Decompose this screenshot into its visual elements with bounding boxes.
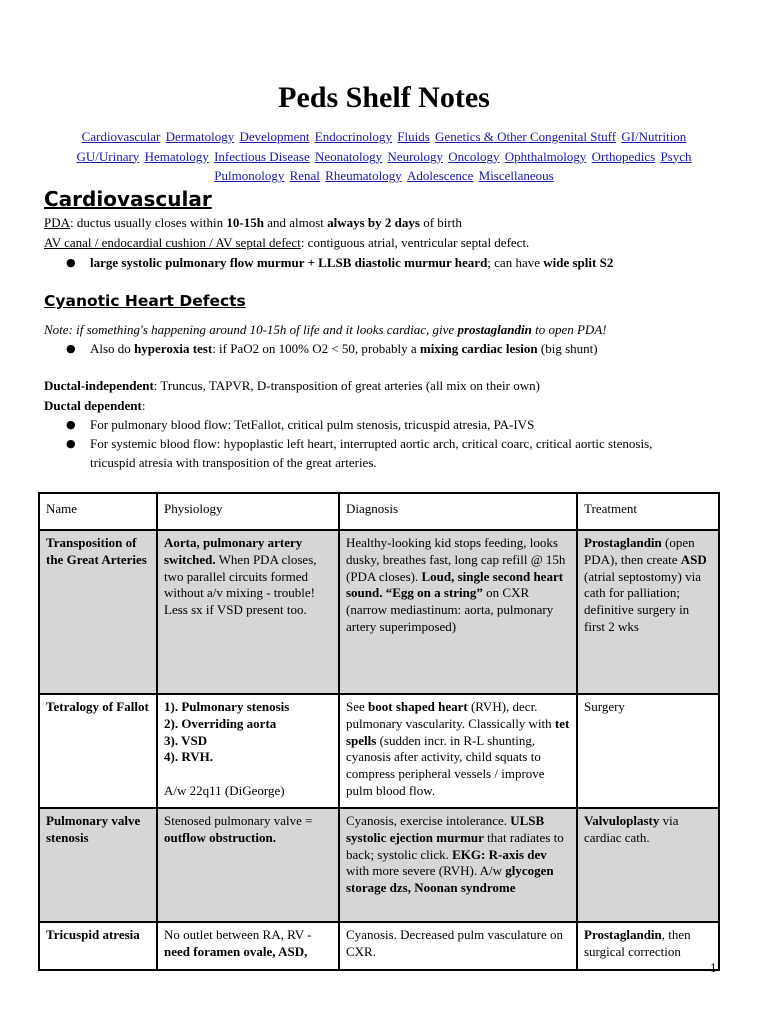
toc-link-gi-nutrition[interactable]: GI/Nutrition — [621, 129, 687, 144]
table-row — [39, 922, 719, 970]
treat-bold-2: ASD — [680, 551, 707, 567]
toc-link-ophthalmology[interactable]: Ophthalmology — [504, 148, 587, 164]
treat-bold: Prostaglandin — [584, 927, 662, 942]
phys-text: Stenosed pulmonary valve = — [164, 813, 313, 828]
cell-diagnosis: Cyanosis. Decreased pulm vasculature on CXR. — [339, 922, 577, 970]
diag-bold-2: EKG: R-axis dev — [452, 846, 547, 862]
toc-link-cardiovascular[interactable]: Cardiovascular — [81, 129, 161, 144]
toc-link-neurology[interactable]: Neurology — [387, 148, 444, 164]
cell-diagnosis — [339, 530, 577, 694]
page-number: 1 — [710, 960, 717, 975]
diag-bold-1: ULSB systolic ejection murmur — [346, 813, 545, 845]
table-row — [39, 694, 719, 808]
pda-text-1: : ductus usually closes within — [70, 215, 227, 230]
treat-text-1: (open PDA), then create — [584, 535, 695, 567]
header-physiology: Physiology — [157, 493, 339, 530]
pda-bold-2: always by 2 days — [327, 215, 420, 230]
header-treatment: Treatment — [577, 493, 719, 530]
phys-text: When PDA closes, two parallel circuits formed without a/v mixing - trouble! Less sx if VSD present too. — [164, 551, 317, 618]
phys-line-1: 1). Pulmonary stenosis — [164, 699, 290, 714]
toc-link-hematology[interactable]: Hematology — [144, 148, 209, 164]
page-title: Peds Shelf Notes — [278, 81, 490, 114]
pda-text-2: and almost — [263, 215, 328, 230]
cell-physiology — [157, 694, 339, 808]
avcanal-bullet-text: ; can have — [487, 255, 544, 270]
toc-link-rheumatology[interactable]: Rheumatology — [325, 168, 402, 183]
ductal-dependent-text: : — [141, 398, 146, 413]
treat-bold-1: Prostaglandin — [584, 535, 662, 550]
header-name: Name — [39, 493, 157, 530]
cell-diagnosis — [339, 694, 577, 808]
cell-treatment — [577, 808, 719, 922]
toc-link-endocrinology[interactable]: Endocrinology — [314, 129, 393, 144]
diag-bold-3: glycogen storage dzs, Noonan syndrome — [346, 863, 554, 896]
note-bold: prostaglandin — [457, 322, 532, 337]
toc-link-fluids[interactable]: Fluids — [397, 129, 430, 144]
pda-bold-1: 10-15h — [226, 215, 264, 230]
toc-link-dermatology[interactable]: Dermatology — [165, 129, 235, 144]
note-bullet-bold-1: hyperoxia test — [134, 341, 213, 356]
pda-line — [44, 213, 462, 232]
phys-bold: outflow obstruction. — [164, 829, 276, 845]
avcanal-bullet-bold-2: wide split S2 — [543, 255, 614, 270]
phys-note: A/w 22q11 (DiGeorge) — [164, 782, 285, 798]
toc-link-orthopedics[interactable]: Orthopedics — [591, 148, 656, 164]
cell-treatment: Surgery — [577, 694, 719, 808]
table-of-contents — [40, 127, 728, 186]
avcanal-text: : contiguous atrial, ventricular septal defect. — [300, 235, 530, 250]
diag-text-2: on CXR (narrow mediastinum: aorta, pulmonary artery superimposed) — [346, 585, 554, 634]
pda-text-3: of birth — [419, 215, 462, 230]
cell-physiology — [157, 808, 339, 922]
cell-diagnosis — [339, 808, 577, 922]
ductal-dependent-label: Ductal dependent — [44, 398, 142, 413]
cyanotic-defects-table — [38, 492, 720, 971]
diag-text-1: Cyanosis, exercise intolerance. — [346, 813, 511, 828]
toc-link-oncology[interactable]: Oncology — [448, 148, 500, 164]
table-header-row — [39, 493, 719, 530]
diag-bold-2: tet spells — [346, 715, 570, 748]
phys-line-2: 2). Overriding aorta — [164, 715, 277, 731]
phys-text: No outlet between RA, RV - — [164, 927, 312, 942]
treat-bold: Valvuloplasty — [584, 813, 660, 828]
cell-name: Tricuspid atresia — [39, 922, 157, 970]
toc-link-gu-urinary[interactable]: GU/Urinary — [76, 148, 140, 164]
phys-bold: Aorta, pulmonary artery switched. — [164, 535, 303, 567]
avcanal-term: AV canal / endocardial cushion / AV septal defect — [44, 235, 301, 250]
diag-text-1: Healthy-looking kid stops feeding, looks dusky, breathes fast, long cap refill @ 15h (PDA closes). — [346, 535, 566, 584]
toc-link-genetics[interactable]: Genetics & Other Congenital Stuff — [435, 129, 617, 144]
cell-treatment — [577, 530, 719, 694]
note-text-2: to open PDA! — [531, 322, 607, 337]
phys-bold: need foramen ovale, ASD, — [164, 943, 308, 959]
subsection-heading-cyanotic: Cyanotic Heart Defects — [44, 292, 246, 310]
dependent-bullet-2: For systemic blood flow: hypoplastic left heart, interrupted aortic arch, critical coarc, critical aortic stenosis, tricuspid atresia with transposition of the great arteries. — [90, 436, 653, 470]
cell-physiology — [157, 922, 339, 970]
avcanal-line — [44, 233, 529, 252]
ductal-independent-text: : Truncus, TAPVR, D-transposition of great arteries (all mix on their own) — [153, 378, 540, 393]
toc-link-infectious-disease[interactable]: Infectious Disease — [214, 148, 310, 164]
diag-text-2: that radiates to back; systolic click. — [346, 829, 564, 862]
cell-name: Tetralogy of Fallot — [39, 694, 157, 808]
note-bullet-text-2: : if PaO2 on 100% O2 < 50, probably a — [212, 341, 420, 356]
note-text-1: Note: if something's happening around 10-15h of life and it looks cardiac, give — [44, 322, 458, 337]
toc-link-psych[interactable]: Psych — [660, 148, 692, 164]
note-line — [44, 320, 607, 339]
diag-text-1: See — [346, 699, 369, 714]
diag-bold-1: boot shaped heart — [368, 699, 468, 714]
toc-link-neonatology[interactable]: Neonatology — [315, 148, 383, 164]
note-bullet-bold-2: mixing cardiac lesion — [419, 341, 538, 356]
toc-link-development[interactable]: Development — [239, 129, 310, 144]
avcanal-bullet-bold-1: large systolic pulmonary flow murmur + LLSB diastolic murmur heard — [90, 255, 488, 270]
treat-text: via cardiac cath. — [584, 813, 679, 845]
ductal-independent-label: Ductal-independent — [44, 378, 154, 393]
diag-text-3: with more severe (RVH). A/w — [346, 863, 506, 879]
ductal-independent-line — [44, 376, 540, 395]
cell-physiology — [157, 530, 339, 694]
table-row — [39, 530, 719, 694]
bullet-icon: ● — [66, 342, 76, 355]
treat-text: , then surgical correction — [584, 927, 691, 959]
dependent-bullet-1: For pulmonary blood flow: TetFallot, critical pulm stenosis, tricuspid atresia, PA-IVS — [90, 417, 535, 432]
toc-link-pulmonology[interactable]: Pulmonology — [214, 168, 285, 183]
diag-text-3: (sudden incr. in R-L shunting, cyanosis after activity, child squats to compress peripheral vessels / improve pulm blood flow. — [346, 732, 545, 798]
header-diagnosis: Diagnosis — [339, 493, 577, 530]
section-heading-cardiovascular: Cardiovascular — [44, 187, 212, 211]
toc-link-miscellaneous[interactable]: Miscellaneous — [478, 168, 554, 183]
note-bullet — [90, 339, 690, 358]
toc-link-renal[interactable]: Renal — [289, 168, 320, 183]
diag-bold-1: Loud, single second heart sound. “Egg on a string” — [346, 568, 564, 601]
diag-text-2: (RVH), decr. pulmonary vascularity. Classically with — [346, 699, 555, 731]
avcanal-bullet — [90, 253, 690, 272]
ductal-dependent-line — [44, 396, 146, 415]
phys-line-4: 4). RVH. — [164, 749, 214, 765]
cell-name: Pulmonary valve stenosis — [39, 808, 157, 922]
note-bullet-text-1: Also do — [90, 341, 135, 356]
treat-text-2: (atrial septostomy) via cath for palliation; definitive surgery in first 2 wks — [584, 568, 701, 634]
toc-link-adolescence[interactable]: Adolescence — [406, 168, 474, 183]
phys-line-3: 3). VSD — [164, 732, 208, 748]
pda-term: PDA — [44, 215, 71, 230]
bullet-icon: ● — [66, 437, 76, 450]
table-row — [39, 808, 719, 922]
bullet-icon: ● — [66, 418, 76, 431]
bullet-icon: ● — [66, 256, 76, 269]
note-bullet-text-3: (big shunt) — [537, 341, 598, 356]
cell-name: Transposition of the Great Arteries — [39, 530, 157, 694]
cell-treatment — [577, 922, 719, 970]
